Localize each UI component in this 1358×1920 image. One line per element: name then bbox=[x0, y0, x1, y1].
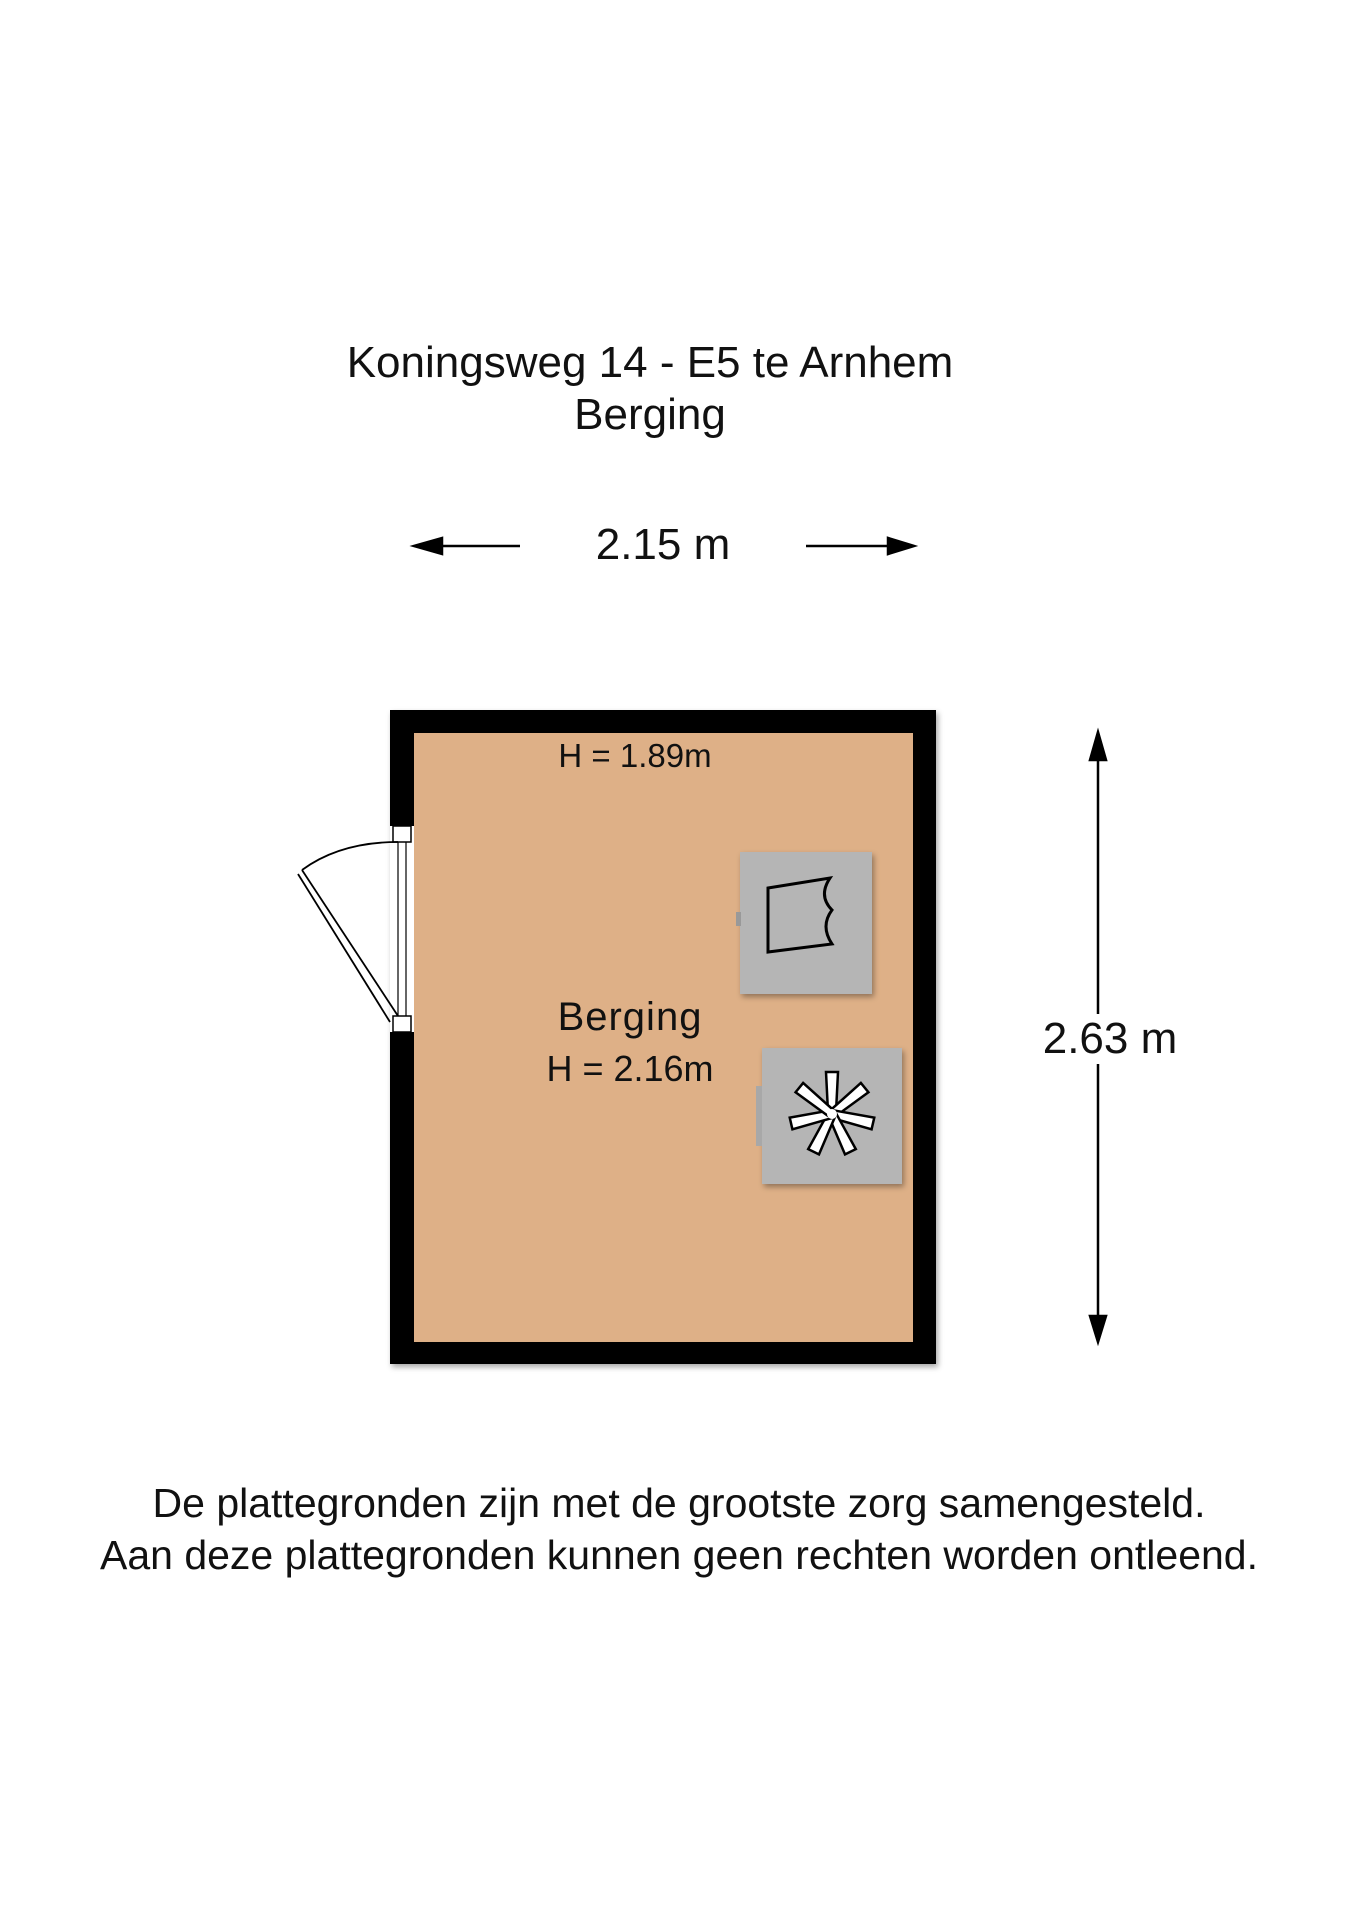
dryer-icon bbox=[756, 1048, 902, 1184]
disclaimer-line-1: De plattegronden zijn met de grootste zorg samengesteld. bbox=[152, 1480, 1206, 1526]
disclaimer-line-2: Aan deze plattegronden kunnen geen rechten worden ontleend. bbox=[99, 1532, 1258, 1578]
door-swing-icon bbox=[298, 842, 398, 1022]
door bbox=[390, 826, 414, 1032]
width-dimension-label: 2.15 m bbox=[520, 520, 806, 570]
ceiling-height-label: H = 2.16m bbox=[546, 1048, 714, 1089]
plan-title: Koningsweg 14 - E5 te Arnhem bbox=[346, 338, 954, 387]
depth-dimension-label: 2.63 m bbox=[1010, 1014, 1210, 1064]
ceiling-height-low-label: H = 1.89m bbox=[558, 737, 712, 774]
washing-machine-icon bbox=[736, 852, 872, 994]
room-name-label: Berging bbox=[557, 995, 703, 1039]
plan-subtitle: Berging bbox=[574, 390, 726, 439]
